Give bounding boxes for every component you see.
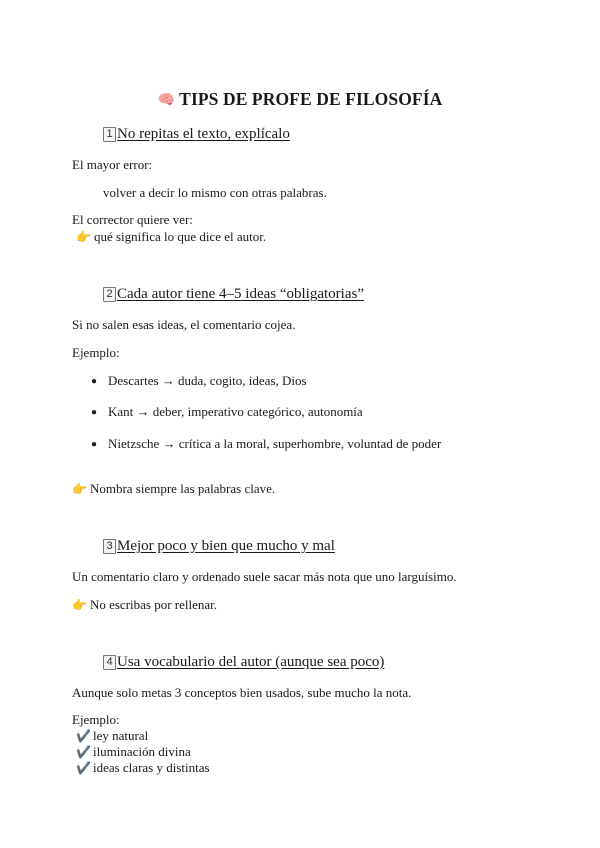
check-mark-icon: ✔️ — [76, 761, 91, 775]
section-4-heading — [103, 654, 384, 671]
check-mark-icon: ✔️ — [76, 745, 91, 759]
section-2-bullet-3: Nietzsche → crítica a la moral, superhombre, voluntad de poder — [108, 436, 442, 451]
section-4-check-2-text: iluminación divina — [92, 744, 191, 759]
section-4-heading-text: Usa vocabulario del autor (aunque sea poco) — [117, 654, 385, 670]
pointing-hand-icon: 👉 — [72, 598, 87, 612]
section-1-heading — [103, 126, 290, 143]
number-4-icon: 4 — [103, 655, 116, 670]
section-2-example-label: Ejemplo: — [72, 345, 120, 360]
section-1-line-3: El corrector quiere ver: — [72, 212, 193, 227]
section-3-tip-text: No escribas por rellenar. — [89, 597, 218, 612]
brain-icon: 🧠 — [157, 92, 176, 108]
section-2-tip — [72, 481, 275, 497]
check-mark-icon: ✔️ — [76, 729, 91, 743]
section-1-heading-text: No repitas el texto, explícalo — [117, 126, 290, 142]
section-2-bullet-2: Kant → deber, imperativo categórico, autonomía — [108, 404, 363, 419]
number-2-icon: 2 — [103, 287, 116, 302]
section-3-heading — [103, 538, 335, 555]
section-1-line-2: volver a decir lo mismo con otras palabras. — [103, 185, 327, 200]
bullet-icon: ● — [91, 407, 98, 418]
section-4-intro: Aunque solo metas 3 conceptos bien usados, sube mucho la nota. — [72, 685, 412, 700]
page-title-text: TIPS DE PROFE DE FILOSOFÍA — [179, 89, 443, 109]
section-1-line-1: El mayor error: — [72, 157, 153, 172]
bullet-icon: ● — [91, 439, 98, 450]
section-4-check-1 — [76, 728, 148, 744]
section-2-bullet-1: Descartes → duda, cogito, ideas, Dios — [108, 373, 307, 388]
section-2-heading — [103, 286, 364, 303]
section-1-line-4-text: qué significa lo que dice el autor. — [93, 229, 267, 244]
section-2-intro: Si no salen esas ideas, el comentario cojea. — [72, 317, 296, 332]
section-4-check-3-text: ideas claras y distintas — [92, 760, 210, 775]
bullet-icon: ● — [91, 376, 98, 387]
section-1-line-4 — [76, 229, 266, 245]
number-1-icon: 1 — [103, 127, 116, 142]
section-2-heading-text: Cada autor tiene 4–5 ideas “obligatorias” — [117, 286, 364, 302]
number-3-icon: 3 — [103, 539, 116, 554]
section-2-tip-text: Nombra siempre las palabras clave. — [89, 481, 276, 496]
page-title — [0, 89, 600, 110]
section-4-check-1-text: ley natural — [92, 728, 149, 743]
section-4-example-label: Ejemplo: — [72, 712, 120, 727]
section-3-heading-text: Mejor poco y bien que mucho y mal — [117, 538, 335, 554]
section-3-tip — [72, 597, 217, 613]
pointing-hand-icon: 👉 — [76, 230, 91, 244]
section-3-intro: Un comentario claro y ordenado suele sacar más nota que uno larguísimo. — [72, 569, 457, 584]
section-4-check-2 — [76, 744, 191, 760]
section-4-check-3 — [76, 760, 210, 776]
pointing-hand-icon: 👉 — [72, 482, 87, 496]
